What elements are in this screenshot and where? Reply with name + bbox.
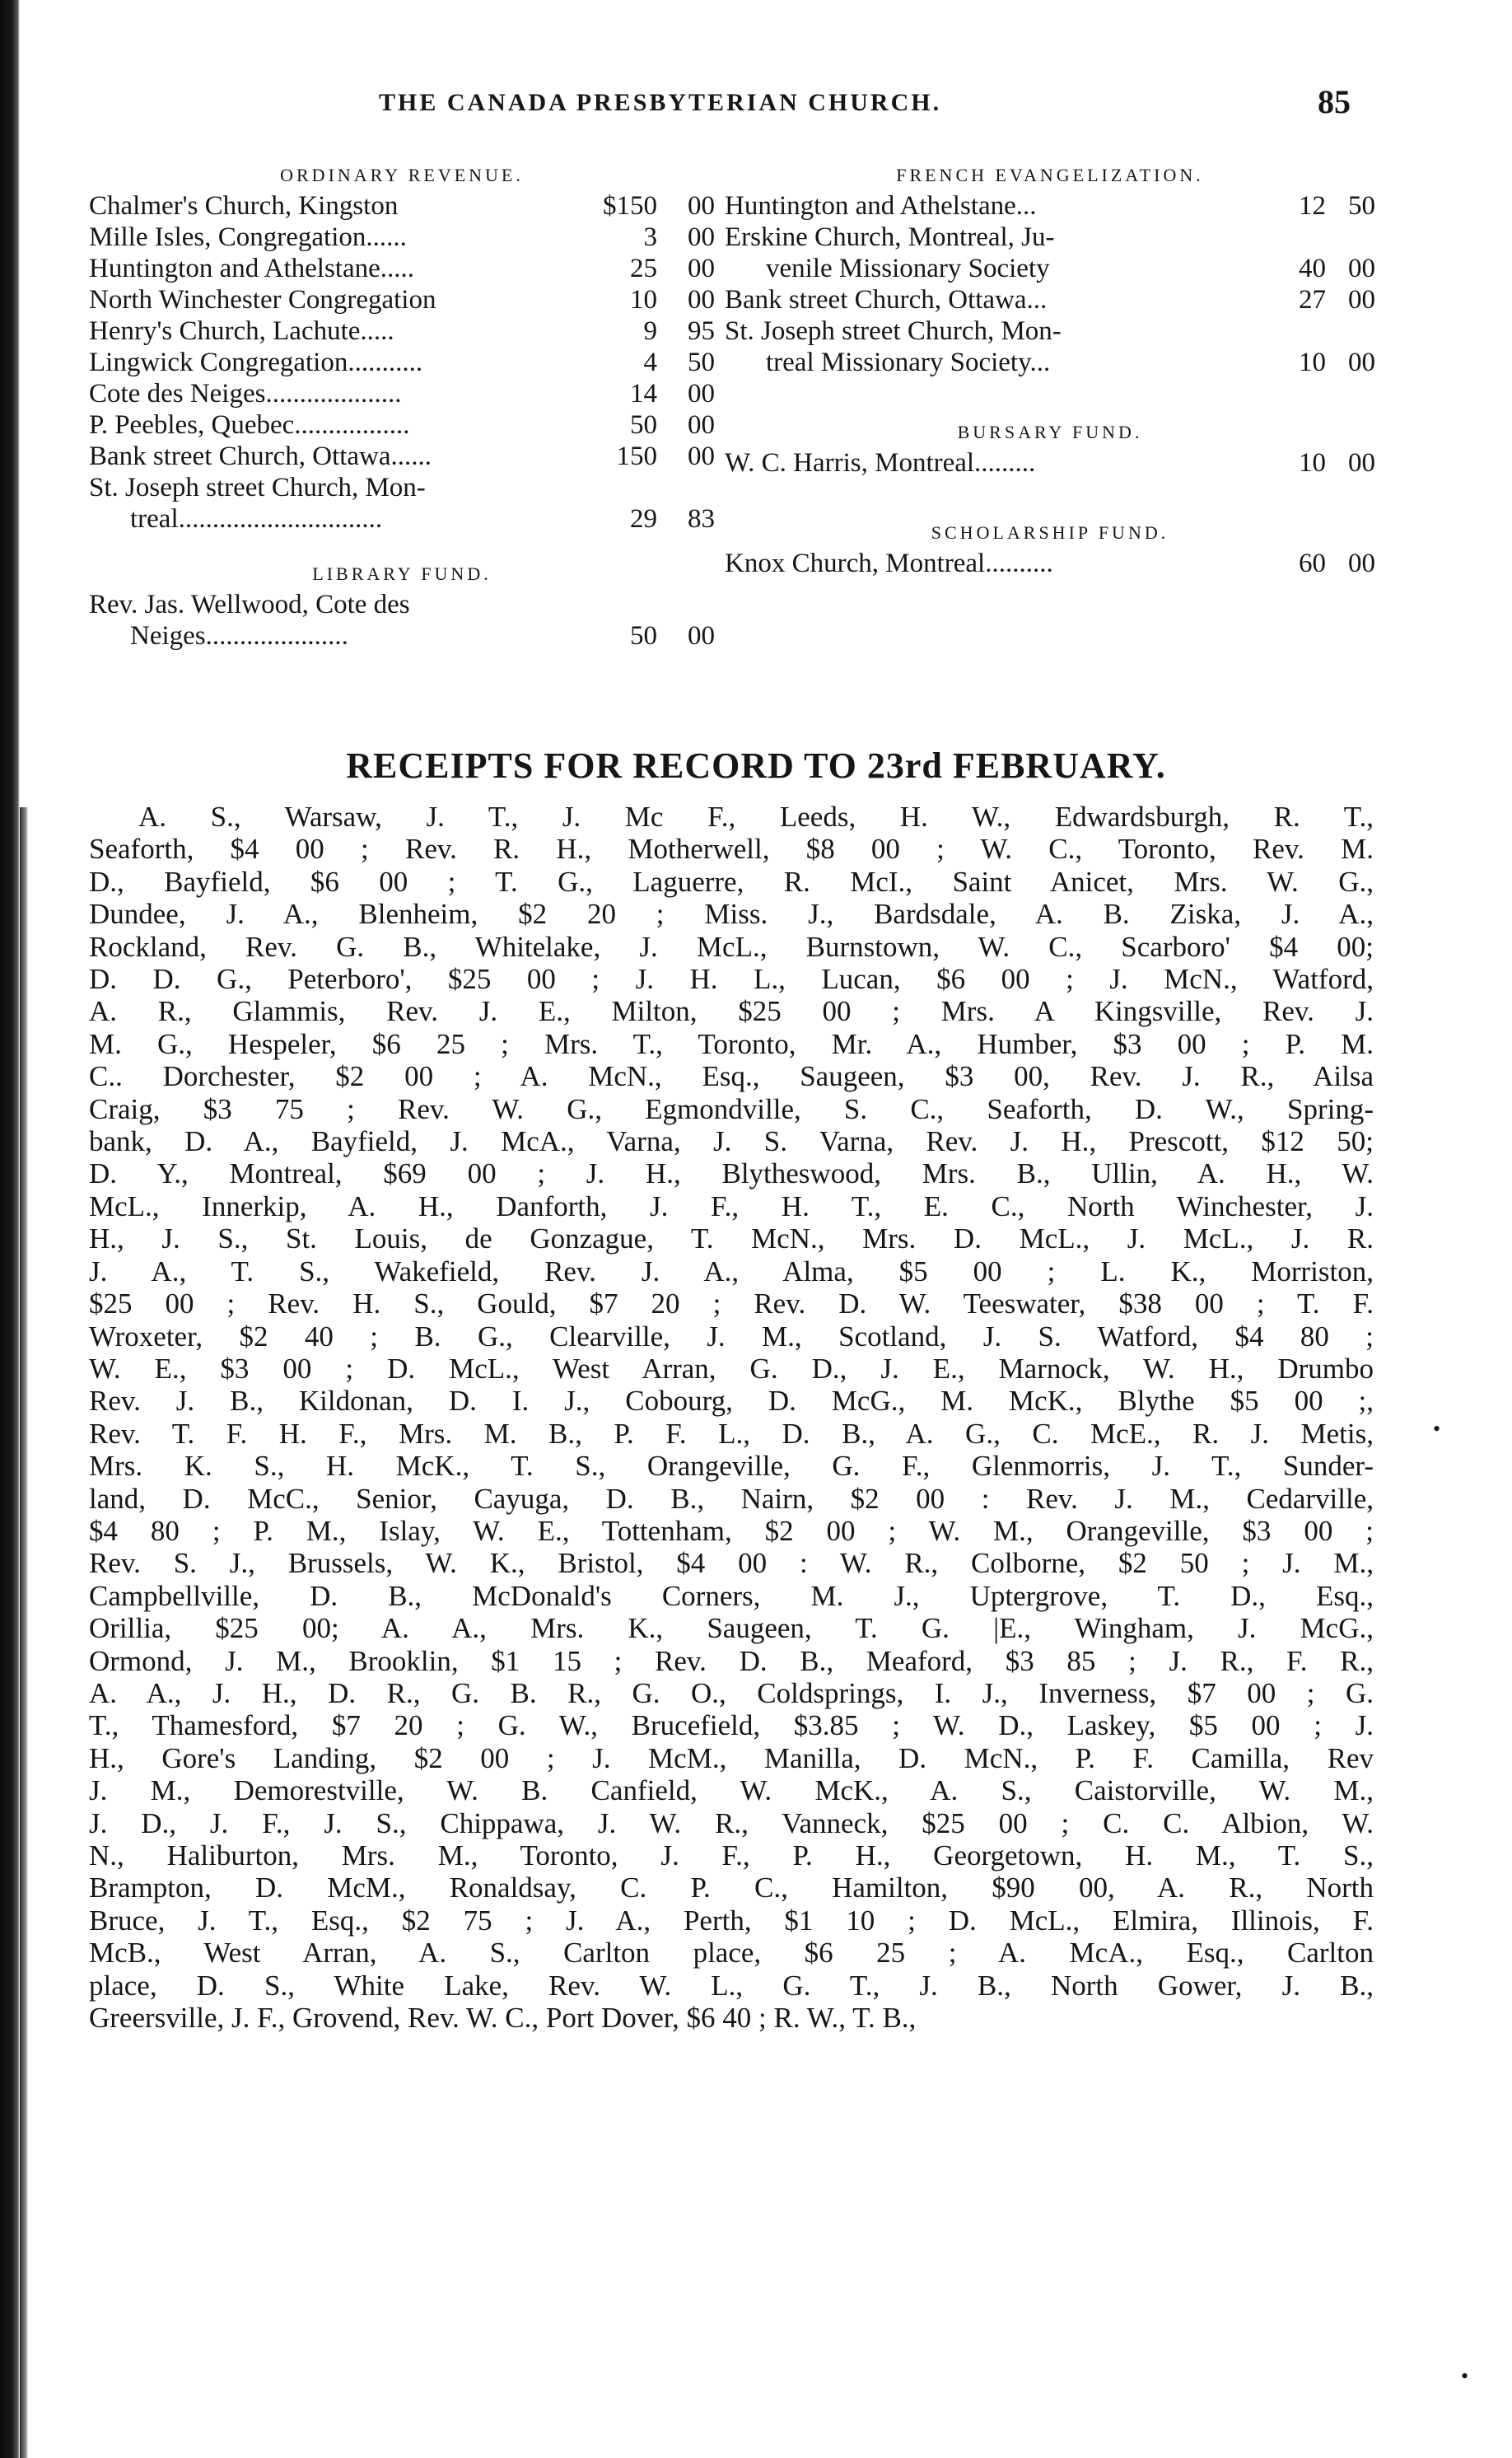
entry-dollars: 40 xyxy=(1299,254,1326,283)
receipt-line: M. G., Hespeler, $6 25 ; Mrs. T., Toronto, Mr. A., Humber, $3 00 ; P. M. xyxy=(89,1027,1374,1060)
entry-cents: 50 xyxy=(1348,191,1375,221)
entry-cents: 50 xyxy=(688,348,715,377)
bursary-fund-list xyxy=(725,447,1375,479)
receipt-line: T., Thamesford, $7 20 ; G. W., Brucefield, $3.85 ; W. D., Laskey, $5 00 ; J. xyxy=(89,1709,1374,1742)
entry-dollars: 10 xyxy=(1299,448,1326,478)
entry-cents: 00 xyxy=(1348,285,1375,315)
entry-cents: 00 xyxy=(1348,448,1375,478)
entry-dollars: 10 xyxy=(630,285,657,315)
entry-amount xyxy=(591,253,715,284)
receipt-line: Rev. J. B., Kildonan, D. I. J., Cobourg, D. McG., M. McK., Blythe $5 00 ;, xyxy=(89,1385,1374,1418)
library-fund-list xyxy=(89,589,715,652)
receipts-body xyxy=(89,801,1374,2034)
french-entry xyxy=(725,190,1375,222)
receipt-line: McB., West Arran, A. S., Carlton place, $6 25 ; A. McA., Esq., Carlton xyxy=(89,1937,1374,1970)
ordinary-revenue-list xyxy=(89,190,715,535)
entry-name-line: St. Joseph street Church, Mon- xyxy=(89,473,426,502)
scholarship-entry xyxy=(725,548,1375,579)
entry-name-line: North Winchester Congregation xyxy=(89,285,436,315)
receipt-line: Seaforth, $4 00 ; Rev. R. H., Motherwell, $8 00 ; W. C., Toronto, Rev. M. xyxy=(89,833,1374,866)
entry-name-line: Huntington and Athelstane..... xyxy=(89,254,415,283)
receipt-line: Ormond, J. M., Brooklin, $1 15 ; Rev. D. B., Meaford, $3 85 ; J. R., F. R., xyxy=(89,1644,1374,1677)
receipt-line: Rev. T. F. H. F., Mrs. M. B., P. F. L., D. B., A. G., C. McE., R. J. Metis, xyxy=(89,1417,1374,1450)
receipt-line: Greersville, J. F., Grovend, Rev. W. C., Port Dover, $6 40 ; R. W., T. B., xyxy=(89,2002,917,2035)
entry-cents: 00 xyxy=(688,254,715,283)
receipt-line: A. A., J. H., D. R., G. B. R., G. O., Coldsprings, I. J., Inverness, $7 00 ; G. xyxy=(89,1676,1374,1709)
entry-cents: 00 xyxy=(688,191,715,221)
receipt-line: $4 80 ; P. M., Islay, W. E., Tottenham, $2 00 ; W. M., Orangeville, $3 00 ; xyxy=(89,1514,1374,1547)
entry-amount xyxy=(591,347,715,378)
revenue-entry xyxy=(89,441,715,472)
scholarship-fund-list xyxy=(725,548,1375,579)
entry-amount xyxy=(1260,347,1375,378)
entry-cents: 00 xyxy=(1348,348,1375,377)
entry-name-continuation: Neiges..................... xyxy=(130,621,348,651)
entry-name-line: Chalmer's Church, Kingston xyxy=(89,191,399,221)
receipt-line: N., Haliburton, Mrs. M., Toronto, J. F., P. H., Georgetown, H. M., T. S., xyxy=(89,1839,1374,1872)
revenue-entry xyxy=(89,347,715,378)
receipt-line: bank, D. A., Bayfield, J. McA., Varna, J. S. Varna, Rev. J. H., Prescott, $12 50; xyxy=(89,1125,1374,1158)
entry-name-continuation: venile Missionary Society xyxy=(766,254,1050,283)
receipt-line: place, D. S., White Lake, Rev. W. L., G. T., J. B., North Gower, J. B., xyxy=(89,1969,1374,2002)
entry-cents: 00 xyxy=(688,222,715,252)
entry-amount xyxy=(591,378,715,409)
entry-cents: 00 xyxy=(688,285,715,315)
entry-amount xyxy=(1260,548,1375,579)
entry-dollars: 150 xyxy=(616,442,657,471)
entry-cents: 00 xyxy=(688,410,715,440)
entry-amount xyxy=(591,503,715,535)
french-entry xyxy=(725,315,1375,378)
entry-name-line: Cote des Neiges.................... xyxy=(89,379,402,409)
revenue-entry xyxy=(89,315,715,347)
receipt-line: Craig, $3 75 ; Rev. W. G., Egmondville, S. C., Seaforth, D. W., Spring- xyxy=(89,1092,1374,1125)
entry-name-line: Henry's Church, Lachute..... xyxy=(89,316,394,346)
receipt-line: Rockland, Rev. G. B., Whitelake, J. McL., Burnstown, W. C., Scarboro' $4 00; xyxy=(89,930,1374,963)
entry-amount xyxy=(591,409,715,441)
scan-edge-shadow-inner xyxy=(20,807,28,2458)
entry-dollars: 10 xyxy=(1299,348,1326,377)
receipt-line: Orillia, $25 00; A. A., Mrs. K., Saugeen, T. G. |E., Wingham, J. McG., xyxy=(89,1612,1374,1645)
revenue-entry xyxy=(89,222,715,253)
receipt-line: Rev. S. J., Brussels, W. K., Bristol, $4 00 : W. R., Colborne, $2 50 ; J. M., xyxy=(89,1547,1374,1580)
entry-cents: 00 xyxy=(688,442,715,471)
receipt-line: J. A., T. S., Wakefield, Rev. J. A., Alma, $5 00 ; L. K., Morriston, xyxy=(89,1255,1374,1287)
entry-dollars: 12 xyxy=(1299,191,1326,221)
entry-amount xyxy=(591,315,715,347)
running-title: THE CANADA PRESBYTERIAN CHURCH. xyxy=(379,89,942,116)
entry-amount xyxy=(1260,253,1375,284)
entry-dollars: 50 xyxy=(630,410,657,440)
entry-dollars: 60 xyxy=(1299,549,1326,578)
entry-cents: 00 xyxy=(688,621,715,651)
entry-amount xyxy=(1260,447,1375,479)
entry-name-line: P. Peebles, Quebec................. xyxy=(89,410,410,440)
ordinary-revenue-heading: ORDINARY REVENUE. xyxy=(280,165,524,185)
revenue-entry xyxy=(89,472,715,535)
receipt-line: McL., Innerkip, A. H., Danforth, J. F., H. T., E. C., North Winchester, J. xyxy=(89,1189,1374,1222)
entry-cents: 83 xyxy=(688,504,715,534)
entry-amount xyxy=(1260,284,1375,315)
entry-name-line: Bank street Church, Ottawa...... xyxy=(89,442,432,471)
margin-mark: • xyxy=(1433,1417,1441,1441)
receipt-line: D., Bayfield, $6 00 ; T. G., Laguerre, R. McI., Saint Anicet, Mrs. W. G., xyxy=(89,865,1374,898)
entry-amount xyxy=(591,441,715,472)
entry-dollars: 27 xyxy=(1299,285,1326,315)
entry-name-line: W. C. Harris, Montreal......... xyxy=(725,448,1036,478)
entry-dollars: 3 xyxy=(643,222,657,252)
receipt-line: $25 00 ; Rev. H. S., Gould, $7 20 ; Rev. D. W. Teeswater, $38 00 ; T. F. xyxy=(89,1287,1374,1320)
entry-dollars: 4 xyxy=(643,348,657,377)
entry-name-line: Erskine Church, Montreal, Ju- xyxy=(725,222,1055,252)
page-number: 85 xyxy=(1318,83,1351,120)
entry-dollars: 14 xyxy=(630,379,657,409)
revenue-entry xyxy=(89,284,715,315)
entry-dollars: 25 xyxy=(630,254,657,283)
entry-name-line: Rev. Jas. Wellwood, Cote des xyxy=(89,590,410,619)
french-entry xyxy=(725,284,1375,315)
library-fund-heading: LIBRARY FUND. xyxy=(312,563,492,584)
receipt-line: J. M., Demorestville, W. B. Canfield, W. McK., A. S., Caistorville, W. M., xyxy=(89,1774,1374,1807)
entry-name-line: Bank street Church, Ottawa... xyxy=(725,285,1048,315)
scan-edge-shadow xyxy=(0,0,20,2458)
entry-name-line: Mille Isles, Congregation...... xyxy=(89,222,407,252)
receipt-line: C.. Dorchester, $2 00 ; A. McN., Esq., Saugeen, $3 00, Rev. J. R., Ailsa xyxy=(89,1060,1374,1093)
entry-amount xyxy=(591,284,715,315)
entry-dollars: 29 xyxy=(630,504,657,534)
bursary-fund-heading: BURSARY FUND. xyxy=(957,422,1143,442)
entry-name-line: Huntington and Athelstane... xyxy=(725,191,1037,221)
receipt-line: A. S., Warsaw, J. T., J. Mc F., Leeds, H. W., Edwardsburgh, R. T., xyxy=(138,801,1374,833)
entry-name-line: Lingwick Congregation........... xyxy=(89,348,423,377)
receipt-line: Wroxeter, $2 40 ; B. G., Clearville, J. M., Scotland, J. S. Watford, $4 80 ; xyxy=(89,1320,1374,1353)
library-entry xyxy=(89,589,715,652)
entry-dollars: 9 xyxy=(643,316,657,346)
receipt-line: D. Y., Montreal, $69 00 ; J. H., Blytheswood, Mrs. B., Ullin, A. H., W. xyxy=(89,1157,1374,1190)
receipt-line: Bruce, J. T., Esq., $2 75 ; J. A., Perth, $1 10 ; D. McL., Elmira, Illinois, F. xyxy=(89,1904,1374,1937)
entry-amount xyxy=(591,620,715,652)
entry-cents: 95 xyxy=(688,316,715,346)
entry-amount xyxy=(591,222,715,253)
revenue-entry xyxy=(89,409,715,441)
entry-dollars: $150 xyxy=(603,191,657,221)
revenue-entry xyxy=(89,253,715,284)
receipt-line: H., J. S., St. Louis, de Gonzague, T. McN., Mrs. D. McL., J. McL., J. R. xyxy=(89,1222,1374,1255)
entry-amount xyxy=(1260,190,1375,222)
receipt-line: Brampton, D. McM., Ronaldsay, C. P. C., Hamilton, $90 00, A. R., North xyxy=(89,1872,1374,1904)
receipt-line: A. R., Glammis, Rev. J. E., Milton, $25 00 ; Mrs. A Kingsville, Rev. J. xyxy=(89,995,1374,1028)
entry-name-line: St. Joseph street Church, Mon- xyxy=(725,316,1062,346)
receipt-line: D. D. G., Peterboro', $25 00 ; J. H. L., Lucan, $6 00 ; J. McN., Watford, xyxy=(89,963,1374,996)
receipt-line: H., Gore's Landing, $2 00 ; J. McM., Manilla, D. McN., P. F. Camilla, Rev xyxy=(89,1741,1374,1774)
entry-cents: 00 xyxy=(688,379,715,409)
entry-amount xyxy=(591,190,715,222)
right-column xyxy=(725,161,1375,579)
revenue-entry xyxy=(89,378,715,409)
receipt-line: land, D. McC., Senior, Cayuga, D. B., Nairn, $2 00 : Rev. J. M., Cedarville, xyxy=(89,1482,1374,1515)
revenue-entry xyxy=(89,190,715,222)
entry-name-continuation: treal.............................. xyxy=(130,504,383,534)
receipt-line: Dundee, J. A., Blenheim, $2 20 ; Miss. J., Bardsdale, A. B. Ziska, J. A., xyxy=(89,898,1374,931)
entry-name-continuation: treal Missionary Society... xyxy=(766,348,1051,377)
receipts-title: RECEIPTS FOR RECORD TO 23rd FEBRUARY. xyxy=(346,745,1166,786)
entry-cents: 00 xyxy=(1348,549,1375,578)
receipt-line: Mrs. K. S., H. McK., T. S., Orangeville, G. F., Glenmorris, J. T., Sunder- xyxy=(89,1450,1374,1483)
entry-cents: 00 xyxy=(1348,254,1375,283)
receipt-line: J. D., J. F., J. S., Chippawa, J. W. R., Vanneck, $25 00 ; C. C. Albion, W. xyxy=(89,1806,1374,1839)
receipt-line: Campbellville, D. B., McDonald's Corners, M. J., Uptergrove, T. D., Esq., xyxy=(89,1579,1374,1612)
running-head xyxy=(0,82,1512,124)
bursary-entry xyxy=(725,447,1375,479)
entry-dollars: 50 xyxy=(630,621,657,651)
left-column xyxy=(89,161,715,652)
entry-name-line: Knox Church, Montreal.......... xyxy=(725,549,1053,578)
french-evangelization-list xyxy=(725,190,1375,378)
french-evangelization-heading: FRENCH EVANGELIZATION. xyxy=(896,165,1204,185)
receipt-line: W. E., $3 00 ; D. McL., West Arran, G. D., J. E., Marnock, W. H., Drumbo xyxy=(89,1352,1374,1385)
margin-mark: • xyxy=(1461,2364,1469,2388)
scholarship-fund-heading: SCHOLARSHIP FUND. xyxy=(931,522,1169,543)
french-entry xyxy=(725,222,1375,284)
